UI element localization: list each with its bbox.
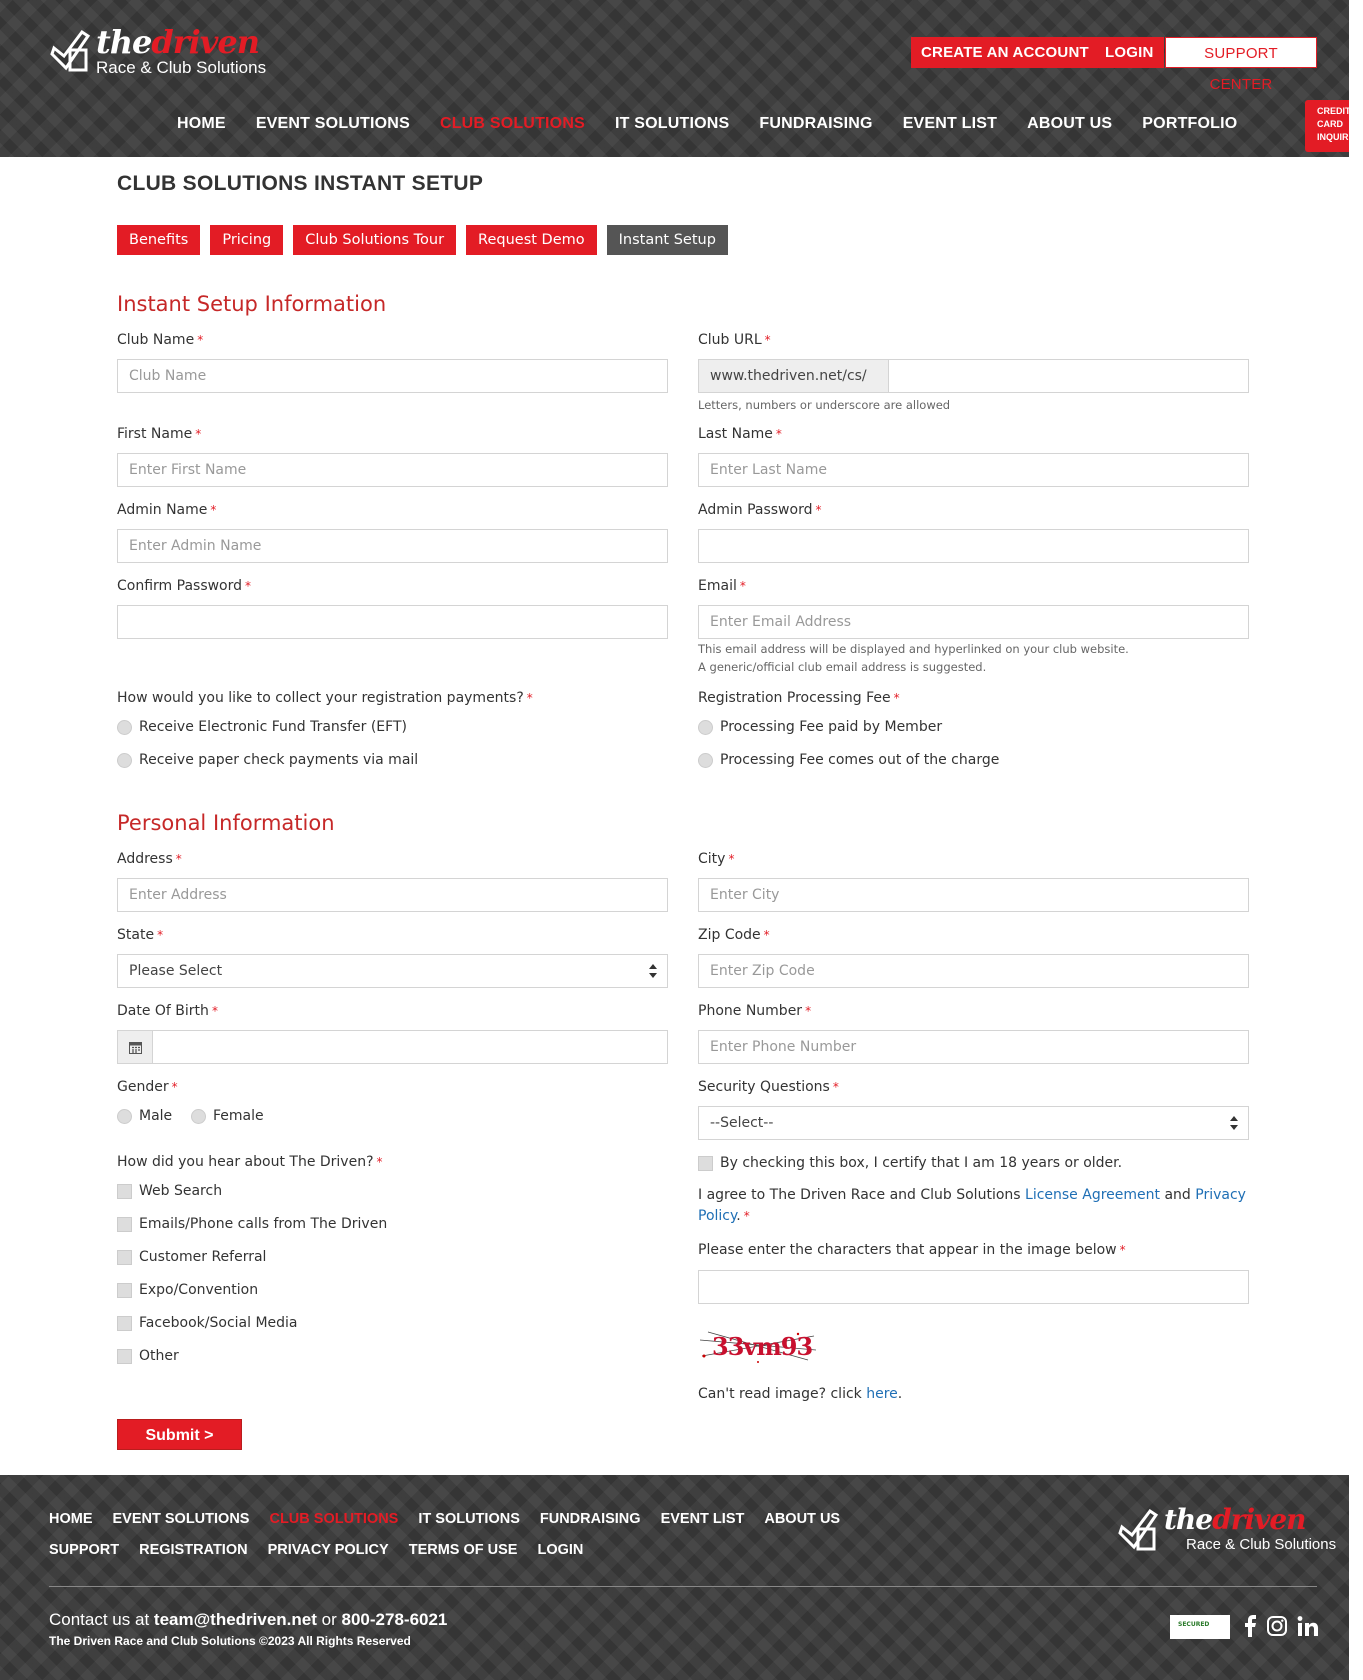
nav-event-list[interactable]: EVENT LIST — [902, 115, 998, 132]
fee-option-member[interactable]: Processing Fee paid by Member — [698, 717, 942, 737]
radio-female[interactable] — [191, 1109, 206, 1124]
footer-nav-terms[interactable]: TERMS OF USE — [408, 1542, 518, 1558]
submit-button[interactable]: Submit > — [117, 1419, 242, 1450]
footer-nav-event-solutions[interactable]: EVENT SOLUTIONS — [112, 1511, 250, 1527]
footer-divider — [49, 1586, 1317, 1587]
footer-nav-registration[interactable]: REGISTRATION — [139, 1542, 248, 1558]
credit-card-inquiries-tab[interactable]: CREDIT CARD INQUIRIES — [1305, 100, 1349, 152]
security-select[interactable]: --Select-- — [698, 1106, 1249, 1140]
logo-word-driven: driven — [151, 23, 260, 61]
secured-badge: SECURED — [1170, 1615, 1230, 1639]
city-input[interactable]: Enter City — [698, 878, 1249, 912]
license-agreement-link[interactable]: License Agreement — [1025, 1187, 1160, 1203]
phone-field: Phone Number * Enter Phone Number — [698, 1003, 1249, 1023]
footer-logo-word-driven: driven — [1212, 1503, 1306, 1536]
gender-label: Gender * — [117, 1079, 178, 1095]
club-name-field: Club Name * Club Name — [117, 332, 668, 352]
fee-option-charge[interactable]: Processing Fee comes out of the charge — [698, 750, 999, 770]
payments-question: How would you like to collect your registration payments? * — [117, 690, 533, 706]
dob-input[interactable] — [152, 1030, 668, 1064]
logo-flag-icon — [50, 26, 92, 76]
footer-copyright: The Driven Race and Club Solutions ©2023 All Rights Reserved — [49, 1634, 411, 1648]
section-title-setup: Instant Setup Information — [117, 292, 387, 316]
captcha-refresh: Can't read image? click here. — [698, 1386, 903, 1402]
radio-eft[interactable] — [117, 720, 132, 735]
hear-option-expo[interactable]: Expo/Convention — [117, 1280, 258, 1300]
confirm-password-field: Confirm Password * — [117, 578, 668, 598]
checkbox-expo[interactable] — [117, 1283, 132, 1298]
subnav-pricing[interactable]: Pricing — [210, 225, 283, 255]
state-field: State * Please Select — [117, 927, 668, 947]
nav-event-solutions[interactable]: EVENT SOLUTIONS — [255, 115, 410, 132]
checkbox-emails[interactable] — [117, 1217, 132, 1232]
nav-it-solutions[interactable]: IT SOLUTIONS — [614, 115, 730, 132]
admin-name-input[interactable]: Enter Admin Name — [117, 529, 668, 563]
email-help-2: A generic/official club email address is suggested. — [698, 660, 987, 674]
footer-nav-fundraising[interactable]: FUNDRAISING — [539, 1511, 641, 1527]
radio-fee-member[interactable] — [698, 720, 713, 735]
footer-nav-support[interactable]: SUPPORT — [49, 1542, 120, 1558]
first-name-field: First Name * Enter First Name — [117, 426, 668, 446]
zip-field: Zip Code * Enter Zip Code — [698, 927, 1249, 947]
email-input[interactable]: Enter Email Address — [698, 605, 1249, 639]
fee-label: Registration Processing Fee * — [698, 690, 900, 706]
nav-club-solutions[interactable]: CLUB SOLUTIONS — [439, 115, 585, 132]
address-input[interactable]: Enter Address — [117, 878, 668, 912]
radio-male[interactable] — [117, 1109, 132, 1124]
zip-input[interactable]: Enter Zip Code — [698, 954, 1249, 988]
footer-logo-tagline: Race & Club Solutions — [1186, 1536, 1337, 1553]
subnav-tour[interactable]: Club Solutions Tour — [293, 225, 456, 255]
confirm-password-input[interactable] — [117, 605, 668, 639]
footer-logo-word-the: the — [1164, 1503, 1213, 1536]
sub-nav — [117, 225, 738, 255]
section-title-personal: Personal Information — [117, 811, 335, 835]
club-url-prefix: www.thedriven.net/cs/ — [698, 359, 888, 393]
select-arrows-icon — [1230, 1116, 1238, 1130]
first-name-input[interactable]: Enter First Name — [117, 453, 668, 487]
hear-option-web[interactable]: Web Search — [117, 1181, 222, 1201]
footer-email-link[interactable]: team@thedriven.net — [153, 1610, 317, 1629]
payment-option-eft[interactable]: Receive Electronic Fund Transfer (EFT) — [117, 717, 407, 737]
footer-nav-row-1 — [49, 1511, 860, 1527]
city-field: City * Enter City — [698, 851, 1249, 871]
hear-question: How did you hear about The Driven? * — [117, 1154, 383, 1170]
club-url-help: Letters, numbers or underscore are allowed — [698, 398, 951, 412]
footer-nav-home[interactable]: HOME — [49, 1511, 93, 1527]
footer-nav-event-list[interactable]: EVENT LIST — [660, 1511, 745, 1527]
page-title: CLUB SOLUTIONS INSTANT SETUP — [117, 172, 484, 195]
footer-logo-flag-icon — [1118, 1505, 1160, 1555]
footer-logo[interactable] — [1118, 1505, 1336, 1555]
payment-option-check[interactable]: Receive paper check payments via mail — [117, 750, 418, 770]
privacy-policy-link[interactable]: Privacy Policy — [698, 1187, 1246, 1224]
gender-option-male[interactable]: Male — [117, 1106, 172, 1126]
email-help-1: This email address will be displayed and hyperlinked on your club website. — [698, 642, 1129, 656]
footer-nav-it-solutions[interactable]: IT SOLUTIONS — [418, 1511, 520, 1527]
calendar-button[interactable] — [117, 1030, 153, 1064]
gender-option-female[interactable]: Female — [191, 1106, 264, 1126]
select-arrows-icon — [649, 964, 657, 978]
footer-nav-login[interactable]: LOGIN — [537, 1542, 584, 1558]
phone-input[interactable]: Enter Phone Number — [698, 1030, 1249, 1064]
checkbox-referral[interactable] — [117, 1250, 132, 1265]
captcha-field: Please enter the characters that appear in the image below * — [698, 1242, 1249, 1262]
address-field: Address * Enter Address — [117, 851, 668, 871]
site-footer — [0, 1475, 1349, 1680]
logo-word-the: the — [96, 23, 152, 61]
footer-nav-about-us[interactable]: ABOUT US — [764, 1511, 841, 1527]
footer-phone-link[interactable]: 800-278-6021 — [341, 1610, 448, 1629]
captcha-input[interactable] — [698, 1270, 1249, 1304]
subnav-request-demo[interactable]: Request Demo — [466, 225, 597, 255]
calendar-icon — [129, 1041, 142, 1054]
captcha-refresh-link[interactable]: here — [866, 1386, 898, 1402]
club-url-input[interactable] — [888, 359, 1249, 393]
last-name-input[interactable]: Enter Last Name — [698, 453, 1249, 487]
facebook-icon[interactable] — [1240, 1615, 1262, 1637]
club-url-field: Club URL * www.thedriven.net/cs/ Letters, numbers or underscore are allowed — [698, 332, 1249, 352]
captcha-text: 33vm93 — [712, 1332, 813, 1361]
security-field: Security Questions * --Select-- — [698, 1079, 1249, 1099]
main-nav — [177, 115, 1267, 133]
checkbox-age[interactable] — [698, 1156, 713, 1171]
subnav-instant-setup[interactable]: Instant Setup — [607, 225, 728, 255]
nav-home[interactable]: HOME — [177, 115, 226, 132]
login-button[interactable]: LOGIN — [1095, 37, 1164, 68]
dob-field: Date Of Birth * — [117, 1003, 668, 1023]
instagram-icon[interactable] — [1266, 1615, 1288, 1637]
nav-about-us[interactable]: ABOUT US — [1027, 115, 1113, 132]
nav-fundraising[interactable]: FUNDRAISING — [759, 115, 873, 132]
nav-portfolio[interactable]: PORTFOLIO — [1142, 115, 1238, 132]
agreement-text: I agree to The Driven Race and Club Solutions License Agreement and Privacy Policy. * — [698, 1187, 1246, 1224]
hear-option-emails[interactable]: Emails/Phone calls from The Driven — [117, 1214, 387, 1234]
hear-option-referral[interactable]: Customer Referral — [117, 1247, 266, 1267]
admin-password-input[interactable] — [698, 529, 1249, 563]
subnav-benefits[interactable]: Benefits — [117, 225, 200, 255]
support-center-button[interactable]: SUPPORT CENTER — [1165, 37, 1317, 68]
hear-option-social[interactable]: Facebook/Social Media — [117, 1313, 298, 1333]
linkedin-icon[interactable] — [1297, 1615, 1319, 1637]
club-name-input[interactable]: Club Name — [117, 359, 668, 393]
checkbox-web-search[interactable] — [117, 1184, 132, 1199]
last-name-field: Last Name * Enter Last Name — [698, 426, 1249, 446]
checkbox-social[interactable] — [117, 1316, 132, 1331]
hear-option-other[interactable]: Other — [117, 1346, 179, 1366]
footer-nav-club-solutions[interactable]: CLUB SOLUTIONS — [269, 1511, 399, 1527]
footer-nav-privacy-policy[interactable]: PRIVACY POLICY — [267, 1542, 389, 1558]
email-field: Email * Enter Email Address This email address will be displayed and hyperlinked on your club website. A generic/official club email address is suggested. — [698, 578, 1249, 598]
logo-tagline: Race & Club Solutions — [96, 58, 267, 77]
state-select[interactable]: Please Select — [117, 954, 668, 988]
admin-password-field: Admin Password * — [698, 502, 1249, 522]
radio-check[interactable] — [117, 753, 132, 768]
footer-contact: Contact us at team@thedriven.net or 800-278-6021 — [49, 1610, 448, 1629]
captcha-image — [698, 1326, 818, 1366]
radio-fee-charge[interactable] — [698, 753, 713, 768]
site-header — [0, 0, 1363, 157]
create-account-button[interactable]: CREATE AN ACCOUNT — [911, 37, 1099, 68]
site-logo[interactable] — [50, 23, 267, 78]
footer-nav-row-2 — [49, 1542, 603, 1558]
checkbox-other[interactable] — [117, 1349, 132, 1364]
admin-name-field: Admin Name * Enter Admin Name — [117, 502, 668, 522]
age-certify[interactable]: By checking this box, I certify that I am 18 years or older. — [698, 1153, 1122, 1173]
